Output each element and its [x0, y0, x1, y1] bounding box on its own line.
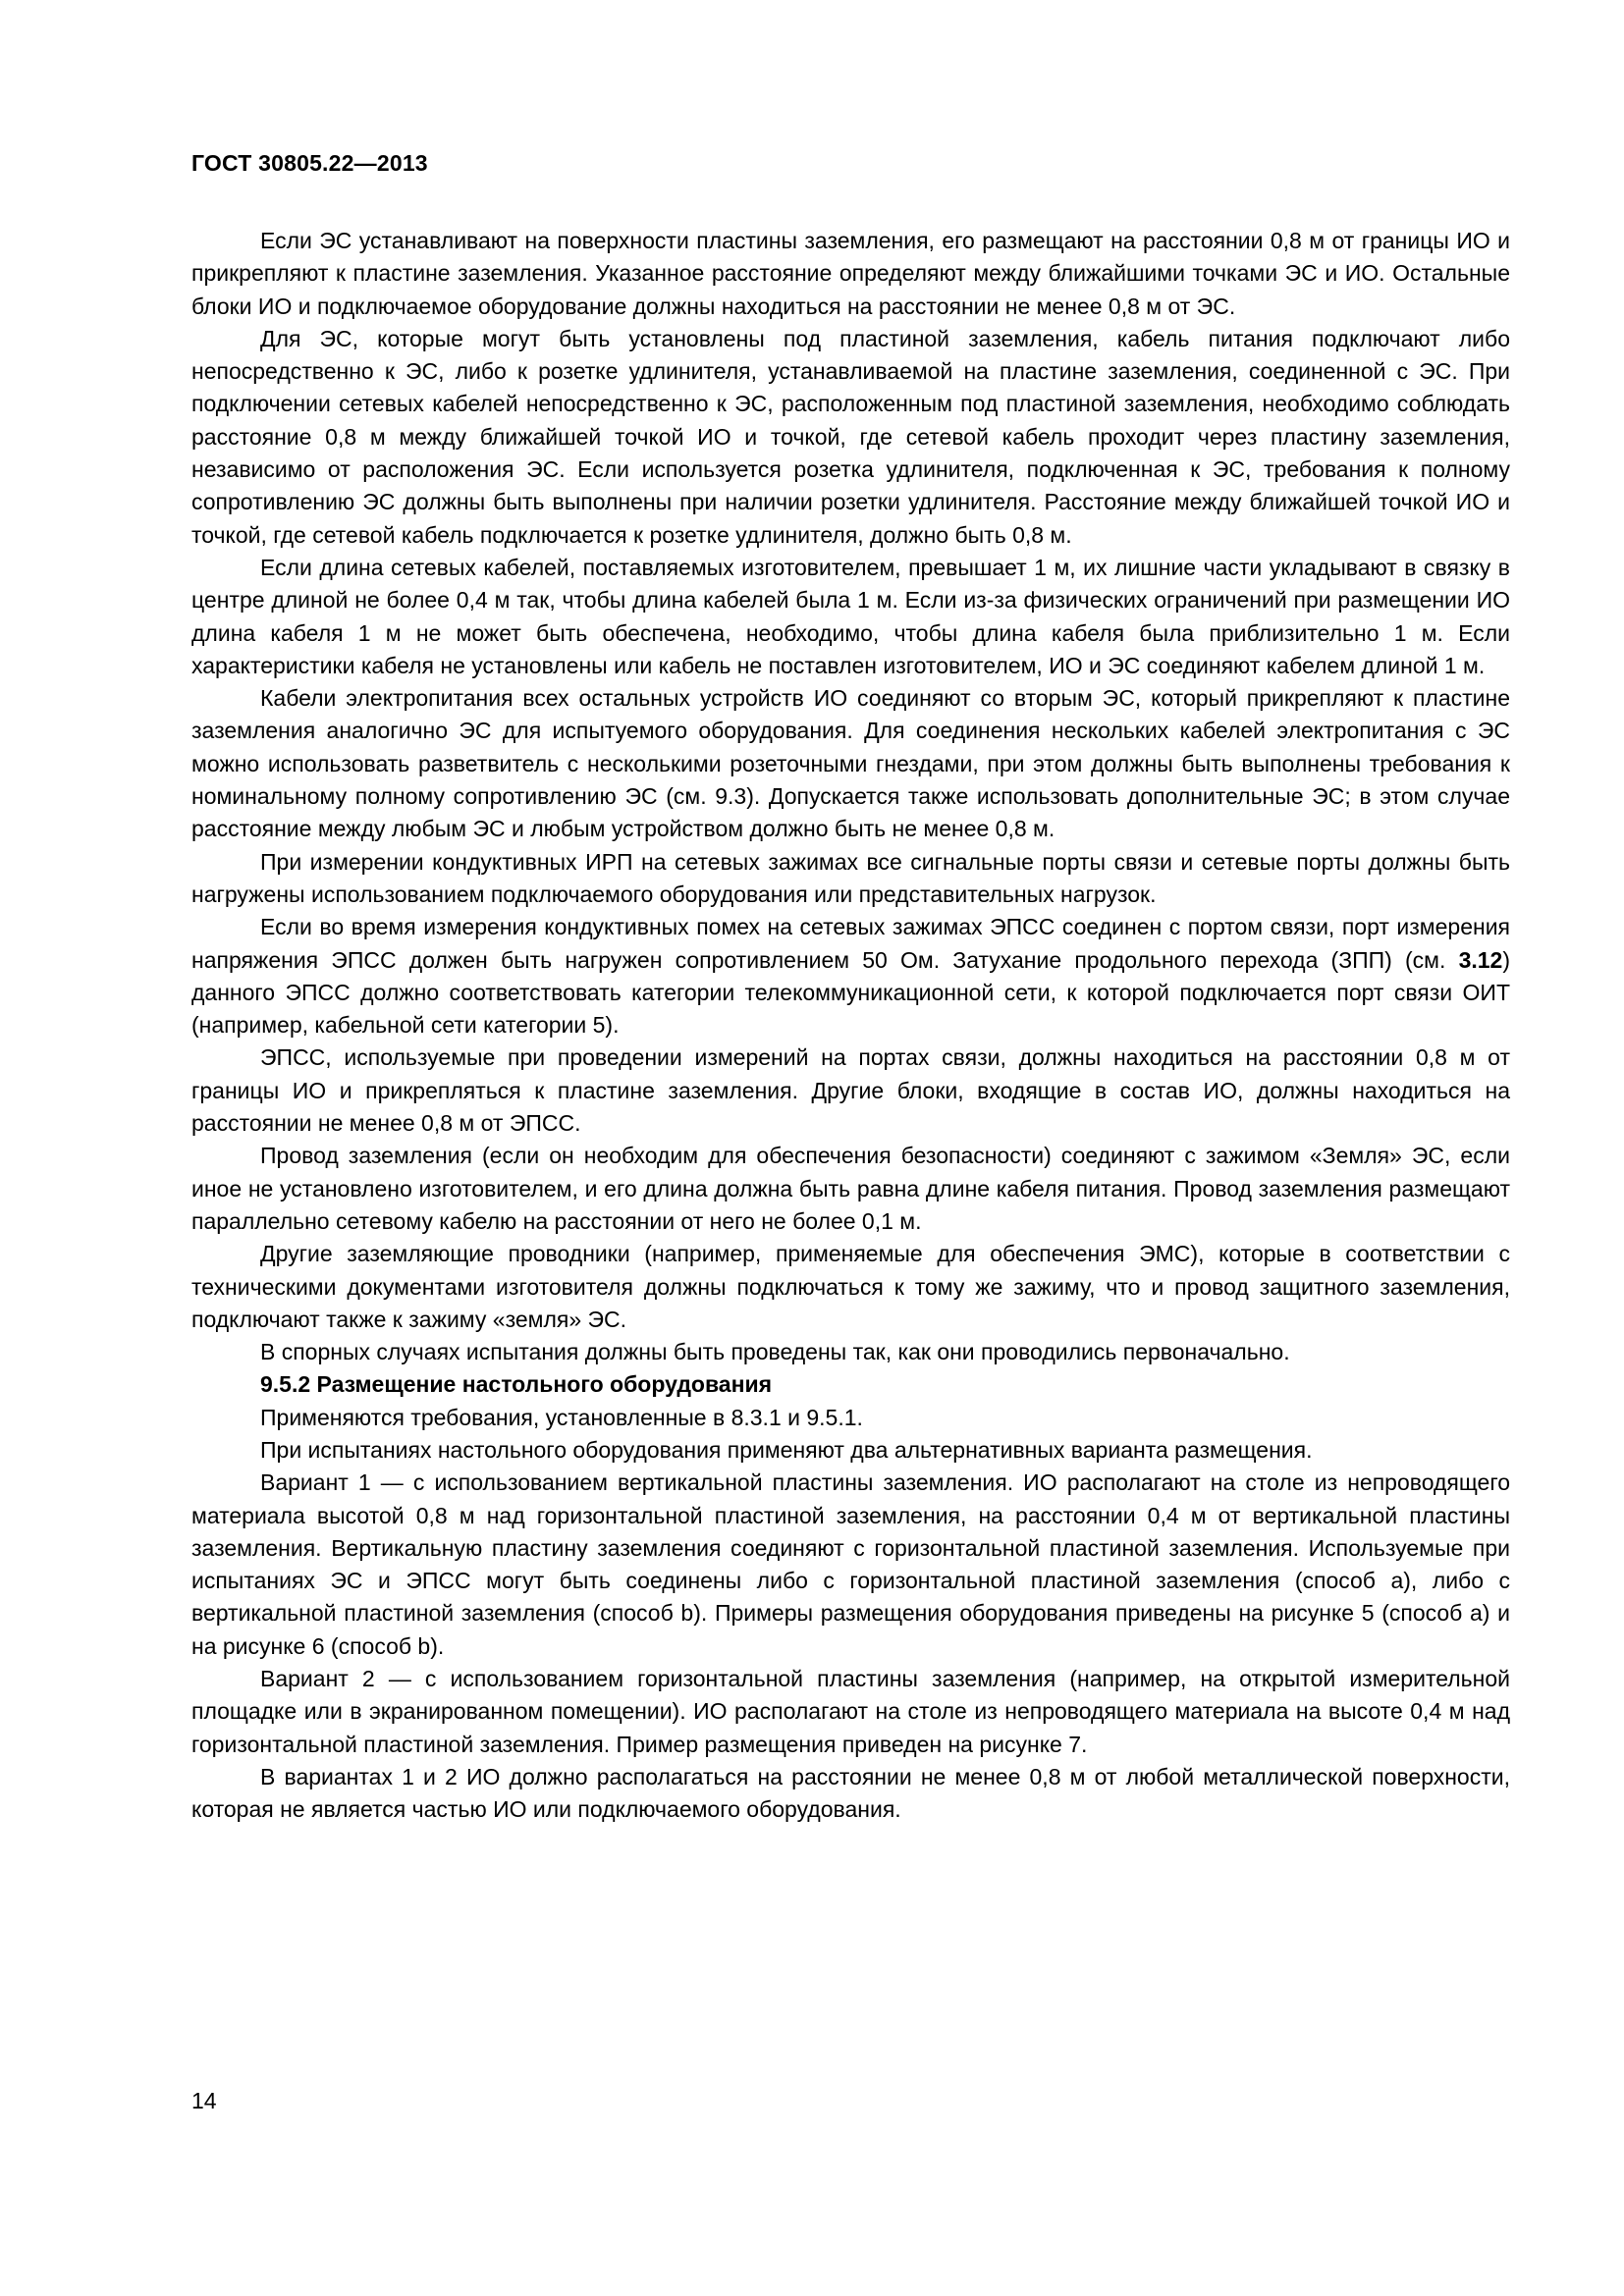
paragraph-disputes: В спорных случаях испытания должны быть проведены так, как они проводились первоначально.: [260, 1339, 1290, 1365]
paragraph-cable-length: Если длина сетевых кабелей, поставляемых изготовителем, превышает 1 м, их лишние части укладывают в связку в центре длиной не более 0,4 м так, чтобы длина кабелей была 1 м. Если из-за физических ограничений при размещении ИО длина кабеля 1 м не может быть обеспечена, необходимо, чтобы длина кабеля была приблизительно 1 м. Если характеристики кабеля не установлены или кабель не поставлен изготовителем, ИО и ЭС соединяют кабелем длиной 1 м.: [191, 554, 1510, 678]
paragraph-port-loading: При измерении кондуктивных ИРП на сетевых зажимах все сигнальные порты связи и сетевые порты должны быть нагружены использованием подключаемого оборудования или представительных нагрузок.: [191, 848, 1510, 907]
standard-header: ГОСТ 30805.22—2013: [191, 150, 428, 176]
paragraph-metal-surface: В вариантах 1 и 2 ИО должно располагаться на расстоянии не менее 0,8 м от любой металлической поверхности, которая не является частью ИО или подключаемого оборудования.: [191, 1763, 1510, 1823]
paragraph-requirements: Применяются требования, установленные в 8.3.1 и 9.5.1.: [260, 1404, 863, 1430]
paragraph-variant-2: Вариант 2 — с использованием горизонтальной пластины заземления (например, на открытой измерительной площадке или в экранированном помещении). ИО располагают на столе из непроводящего материала на высоте 0,4 м над горизонтальной пластиной заземления. Пример размещения приведен на рисунке 7.: [191, 1666, 1510, 1757]
clause-reference-bold: 3.12: [1458, 946, 1503, 973]
paragraph-epss-distance: ЭПСС, используемые при проведении измерений на портах связи, должны находиться на расстоянии 0,8 м от границы ИО и прикрепляться к пластине заземления. Другие блоки, входящие в состав ИО, должны находиться на расстоянии не менее 0,8 м от ЭПСС.: [191, 1044, 1510, 1137]
paragraph-es-placement: Если ЭС устанавливают на поверхности пластины заземления, его размещают на расстоянии 0,8 м от границы ИО и прикрепляют к пластине заземления. Указанное расстояние определяют между ближайшими точками ЭС и ИО. Остальные блоки ИО и подключаемое оборудование должны находиться на расстоянии не менее 0,8 м от ЭС.: [191, 228, 1510, 319]
paragraph-epss-connection: [191, 911, 1510, 1041]
paragraph-other-conductors: Другие заземляющие проводники (например, применяемые для обеспечения ЭМС), которые в соответствии с техническими документами изготовителя должны подключаться к тому же зажиму, что и провод защитного заземления, подключают также к зажиму «земля» ЭС.: [191, 1241, 1510, 1332]
body-text: [191, 225, 1510, 1827]
section-heading-9-5-2: 9.5.2 Размещение настольного оборудования: [260, 1371, 773, 1398]
page-number: 14: [191, 2088, 217, 2113]
paragraph-ground-wire: Провод заземления (если он необходим для обеспечения безопасности) соединяют с зажимом «Земля» ЭС, если иное не установлено изготовителем, и его длина должна быть равна длине кабеля питания. Провод заземления размещают параллельно сетевому кабелю на расстоянии от него не более 0,1 м.: [191, 1143, 1510, 1234]
paragraph-epss-text-after: ) данного ЭПСС должно соответствовать категории телекоммуникационной сети, к которой подключается порт связи ОИТ (например, кабельной сети категории 5).: [191, 946, 1510, 1039]
paragraph-power-cables: Кабели электропитания всех остальных устройств ИО соединяют со вторым ЭС, который прикрепляют к пластине заземления аналогично ЭС для испытуемого оборудования. Для соединения нескольких кабелей электропитания с ЭС можно использовать разветвитель с несколькими розеточными гнездами, при этом должны быть выполнены требования к номинальному полному сопротивлению ЭС (см. 9.3). Допускается также использовать дополнительные ЭС; в этом случае расстояние между любым ЭС и любым устройством должно быть не менее 0,8 м.: [191, 685, 1510, 842]
paragraph-epss-text-before: Если во время измерения кондуктивных помех на сетевых зажимах ЭПСС соединен с портом связи, порт измерения напряжения ЭПСС должен быть нагружен сопротивлением 50 Ом. Затухание продольного перехода (ЗПП) (см.: [191, 914, 1510, 973]
paragraph-es-under-plate: Для ЭС, которые могут быть установлены под пластиной заземления, кабель питания подключают либо непосредственно к ЭС, либо к розетке удлинителя, устанавливаемой на пластине заземления, соединенной с ЭС. При подключении сетевых кабелей непосредственно к ЭС, расположенным под пластиной заземления, необходимо соблюдать расстояние 0,8 м между ближайшей точкой ИО и точкой, где сетевой кабель проходит через пластину заземления, независимо от расположения ЭС. Если используется розетка удлинителя, подключенная к ЭС, требования к полному сопротивлению ЭС должны быть выполнены при наличии розетки удлинителя. Расстояние между ближайшей точкой ИО и точкой, где сетевой кабель подключается к розетке удлинителя, должно быть 0,8 м.: [191, 325, 1510, 548]
paragraph-alternatives: При испытаниях настольного оборудования применяют два альтернативных варианта размещения.: [260, 1436, 1313, 1463]
paragraph-variant-1: Вариант 1 — с использованием вертикальной пластины заземления. ИО располагают на столе из непроводящего материала высотой 0,8 м над горизонтальной пластиной заземления, на расстоянии 0,4 м от вертикальной пластины заземления. Вертикальную пластину заземления соединяют с горизонтальной пластиной заземления. Используемые при испытаниях ЭС и ЭПСС могут быть соединены либо с горизонтальной пластиной заземления (способ а), либо с вертикальной пластиной заземления (способ b). Примеры размещения оборудования приведены на рисунке 5 (способ а) и на рисунке 6 (способ b).: [191, 1469, 1510, 1659]
